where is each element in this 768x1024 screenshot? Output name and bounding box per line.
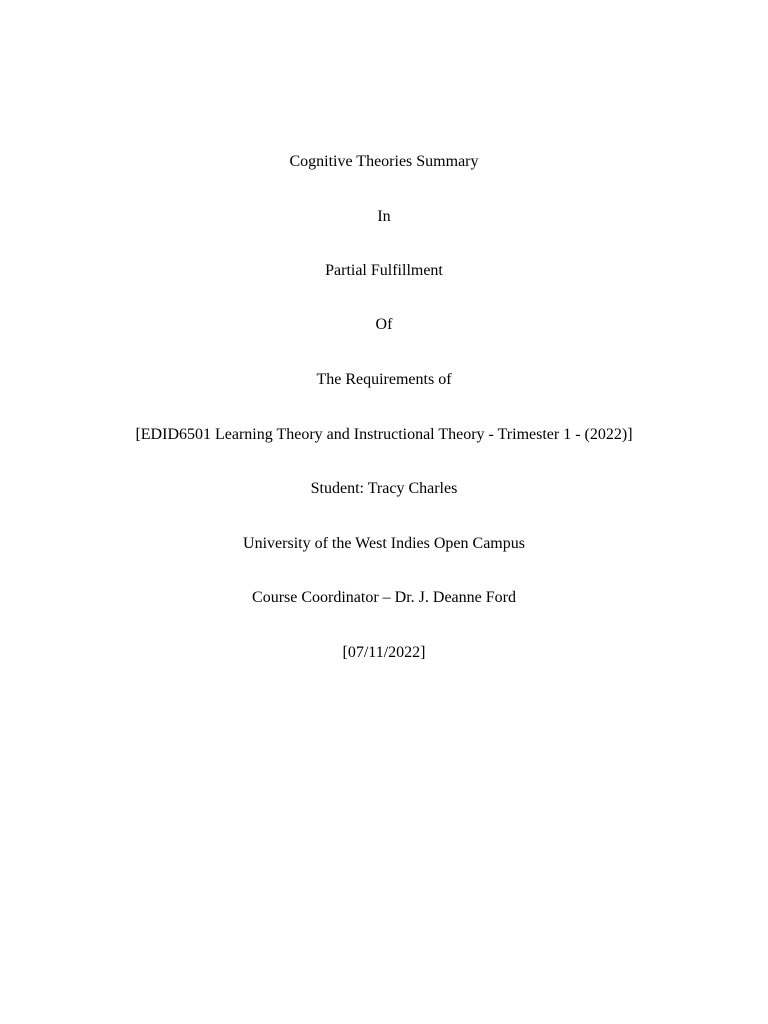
institution-line: University of the West Indies Open Campus bbox=[243, 535, 525, 552]
document-title: Cognitive Theories Summary bbox=[289, 153, 479, 170]
of-line: Of bbox=[375, 316, 393, 333]
requirements-line: The Requirements of bbox=[316, 371, 452, 388]
in-line: In bbox=[377, 208, 391, 225]
partial-fulfillment-line: Partial Fulfillment bbox=[325, 262, 443, 279]
course-line: [EDID6501 Learning Theory and Instructional Theory - Trimester 1 - (2022)] bbox=[135, 426, 633, 443]
date-line: [07/11/2022] bbox=[342, 644, 426, 661]
student-line: Student: Tracy Charles bbox=[310, 480, 458, 497]
coordinator-line: Course Coordinator – Dr. J. Deanne Ford bbox=[252, 589, 516, 606]
